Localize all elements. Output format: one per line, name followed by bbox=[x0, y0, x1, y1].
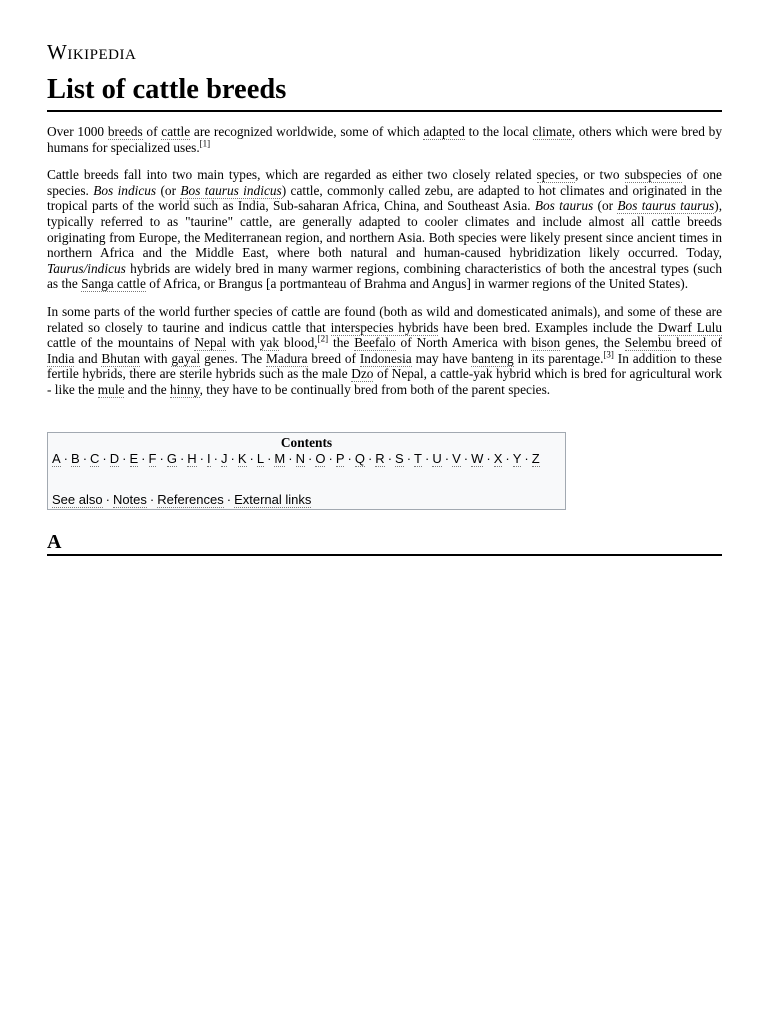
text: (or bbox=[593, 198, 618, 214]
link-label: Bos taurus taurus bbox=[617, 198, 715, 214]
toc-separator: · bbox=[444, 451, 450, 466]
toc-letter-d[interactable]: D bbox=[109, 451, 120, 466]
link-sanga-cattle[interactable]: Sanga cattle bbox=[81, 276, 146, 292]
text: in its parentage. bbox=[513, 350, 604, 366]
toc-letter-u[interactable]: U bbox=[432, 451, 442, 466]
link-species[interactable]: species bbox=[536, 167, 576, 183]
text: , or two bbox=[575, 167, 625, 183]
text: to the local bbox=[464, 124, 533, 139]
text: breed of bbox=[671, 335, 722, 351]
link-nepal[interactable]: Nepal bbox=[194, 335, 227, 351]
link-yak[interactable]: yak bbox=[259, 335, 280, 351]
link-subspecies[interactable]: subspecies bbox=[624, 167, 682, 183]
toc-letter-n[interactable]: N bbox=[295, 451, 305, 466]
toc-letter-a[interactable]: A bbox=[52, 451, 61, 466]
link-beefalo[interactable]: Beefalo bbox=[354, 335, 396, 351]
toc-separator: · bbox=[199, 451, 205, 466]
link-hinny[interactable]: hinny bbox=[170, 381, 200, 397]
table-of-contents bbox=[47, 432, 566, 510]
toc-letter-s[interactable]: S bbox=[395, 451, 404, 466]
link-climate[interactable]: climate bbox=[532, 124, 572, 139]
toc-letter-y[interactable]: Y bbox=[512, 451, 522, 466]
toc-letter-j[interactable]: J bbox=[220, 451, 228, 466]
text: ) cattle, commonly called zebu, are adapted to hot climates and originated in the tropical parts of the world such as India, Sub-saharan Africa, China, and Southeast Asia. bbox=[47, 182, 722, 214]
text: are recognized worldwide, some of which bbox=[190, 124, 424, 139]
link-bos-taurus-taurus[interactable] bbox=[617, 198, 714, 214]
toc-letter-h[interactable]: H bbox=[187, 451, 197, 466]
text: the bbox=[328, 335, 355, 351]
toc-letter-i[interactable]: I bbox=[207, 451, 211, 466]
toc-separator: · bbox=[308, 451, 313, 466]
link-gayal[interactable]: gayal bbox=[171, 350, 201, 366]
link-interspecies-hybrids[interactable]: interspecies hybrids bbox=[330, 319, 439, 335]
toc-separator: · bbox=[179, 451, 185, 466]
toc-separator: · bbox=[230, 451, 235, 466]
text: genes, the bbox=[560, 335, 625, 351]
text: hybrids are widely bred in many warmer regions, combining characteristics of both the ancestral types (such as the bbox=[47, 260, 722, 292]
text: of bbox=[142, 124, 162, 139]
reference-1[interactable]: [1] bbox=[199, 138, 211, 149]
toc-letter-index bbox=[52, 451, 561, 467]
toc-letter-o[interactable]: O bbox=[315, 451, 326, 466]
reference-3[interactable]: [3] bbox=[603, 349, 614, 360]
toc-separator: · bbox=[347, 451, 352, 466]
text: cattle of the mountains of bbox=[47, 335, 195, 351]
toc-letter-e[interactable]: E bbox=[129, 451, 139, 466]
toc-separator: · bbox=[82, 451, 88, 466]
wikipedia-logo[interactable]: Wikipedia bbox=[47, 40, 137, 64]
text: genes. The bbox=[200, 350, 267, 366]
italic-text: Bos taurus bbox=[534, 198, 594, 214]
text: with bbox=[226, 335, 260, 351]
toc-separator: · bbox=[249, 451, 254, 466]
toc-letter-l[interactable]: L bbox=[256, 451, 265, 466]
text: (or bbox=[156, 182, 181, 198]
toc-letter-r[interactable]: R bbox=[375, 451, 385, 466]
text: and bbox=[74, 350, 102, 366]
link-bos-taurus-indicus[interactable] bbox=[180, 183, 281, 199]
text: blood, bbox=[279, 335, 318, 351]
link-dzo[interactable]: Dzo bbox=[351, 366, 374, 382]
text: In addition to these fertile hybrids, there are sterile hybrids such as the male bbox=[47, 350, 722, 382]
toc-letter-c[interactable]: C bbox=[90, 451, 100, 466]
text: and the bbox=[124, 381, 171, 397]
text: of North America with bbox=[395, 335, 532, 351]
link-cattle[interactable]: cattle bbox=[161, 124, 191, 139]
article-body bbox=[47, 124, 722, 410]
section-heading-a: A bbox=[47, 530, 722, 556]
toc-separator: · bbox=[328, 451, 333, 466]
toc-separator: · bbox=[267, 451, 272, 466]
toc-separator: · bbox=[387, 451, 393, 466]
toc-link-see-also[interactable]: See also bbox=[52, 492, 103, 507]
toc-letter-z[interactable]: Z bbox=[531, 451, 540, 466]
toc-separator: · bbox=[505, 451, 510, 466]
text: , others which were bred by humans for specialized uses. bbox=[47, 124, 722, 155]
italic-text: Taurus/indicus bbox=[47, 260, 126, 276]
link-banteng[interactable]: banteng bbox=[471, 350, 514, 366]
toc-letter-k[interactable]: K bbox=[237, 451, 247, 466]
toc-letter-t[interactable]: T bbox=[414, 451, 422, 466]
text: may have bbox=[411, 350, 472, 366]
toc-separator: · bbox=[367, 451, 373, 466]
toc-letter-x[interactable]: X bbox=[493, 451, 503, 466]
toc-separator: · bbox=[149, 492, 155, 507]
toc-separator: · bbox=[463, 451, 469, 466]
paragraph-types bbox=[47, 167, 722, 292]
toc-link-references[interactable]: References bbox=[157, 492, 224, 507]
toc-letter-g[interactable]: G bbox=[166, 451, 177, 466]
page-title: List of cattle breeds bbox=[47, 72, 722, 112]
text: ), typically referred to as "taurine" cattle, are generally adapted to cooler climates and include almost all cattle breeds originating from Europe, the Mediterranean region, and northern Asia. Both species were likely present since ancient times in northern Africa and the Middle East, where both natural and human-caused hybridization likely occurred. Today, bbox=[47, 198, 723, 261]
link-indonesia[interactable]: Indonesia bbox=[359, 350, 412, 366]
text: breed of bbox=[307, 350, 360, 366]
toc-separator: · bbox=[406, 451, 412, 466]
paragraph-hybrids bbox=[47, 304, 722, 398]
text: In some parts of the world further species of cattle are found (both as wild and domesticated animals), and some of these are related so closely to taurine and indicus cattle that bbox=[47, 303, 722, 335]
text: Cattle breeds fall into two main types, which are regarded as either two closely related bbox=[47, 167, 537, 183]
link-selembu[interactable]: Selembu bbox=[624, 335, 672, 351]
toc-separator: · bbox=[141, 451, 146, 466]
toc-letter-f[interactable]: F bbox=[148, 451, 157, 466]
toc-separator: · bbox=[524, 451, 529, 466]
text: of one species. bbox=[47, 167, 722, 198]
text: of Nepal, a cattle-yak hybrid which is bred for agricultural work - like the bbox=[47, 366, 723, 397]
toc-separator: · bbox=[226, 492, 232, 507]
toc-letter-p[interactable]: P bbox=[335, 451, 345, 466]
link-breeds[interactable]: breeds bbox=[107, 124, 143, 139]
reference-2[interactable]: [2] bbox=[317, 333, 329, 344]
link-label: Bos taurus indicus bbox=[180, 182, 282, 198]
toc-separator: · bbox=[159, 451, 164, 466]
link-india[interactable]: India bbox=[47, 350, 75, 366]
link-dwarf-lulu[interactable]: Dwarf Lulu bbox=[657, 319, 722, 335]
toc-separator: · bbox=[63, 451, 69, 466]
link-bison[interactable]: bison bbox=[531, 335, 561, 351]
link-adapted[interactable]: adapted bbox=[423, 124, 465, 139]
toc-separator: · bbox=[486, 451, 491, 466]
toc-title: Contents bbox=[280, 435, 333, 450]
toc-letter-v[interactable]: V bbox=[452, 451, 461, 466]
toc-letter-b[interactable]: B bbox=[71, 451, 80, 466]
italic-text: Bos indicus bbox=[93, 182, 157, 198]
link-bhutan[interactable]: Bhutan bbox=[101, 350, 140, 366]
toc-separator: · bbox=[102, 451, 107, 466]
toc-letter-q[interactable]: Q bbox=[354, 451, 365, 466]
toc-link-notes[interactable]: Notes bbox=[112, 492, 147, 507]
text: with bbox=[139, 350, 172, 366]
link-madura[interactable]: Madura bbox=[266, 350, 308, 366]
toc-separator: · bbox=[122, 451, 127, 466]
link-mule[interactable]: mule bbox=[97, 381, 125, 397]
text: , they have to be continually bred from both of the parent species. bbox=[199, 381, 551, 397]
toc-separator: · bbox=[288, 451, 293, 466]
text: Over 1000 bbox=[47, 124, 108, 139]
toc-extra-links bbox=[52, 492, 561, 508]
toc-separator: · bbox=[425, 451, 430, 466]
toc-separator: · bbox=[105, 492, 110, 507]
toc-letter-w[interactable]: W bbox=[471, 451, 484, 466]
paragraph-intro bbox=[47, 124, 722, 155]
toc-letter-m[interactable]: M bbox=[274, 451, 286, 466]
toc-separator: · bbox=[213, 451, 218, 466]
text: of Africa, or Brangus [a portmanteau of Brahma and Angus] in warmer regions of the United States). bbox=[145, 276, 689, 292]
text: have been bred. Examples include the bbox=[438, 319, 658, 335]
toc-link-external-links[interactable]: External links bbox=[234, 492, 312, 507]
